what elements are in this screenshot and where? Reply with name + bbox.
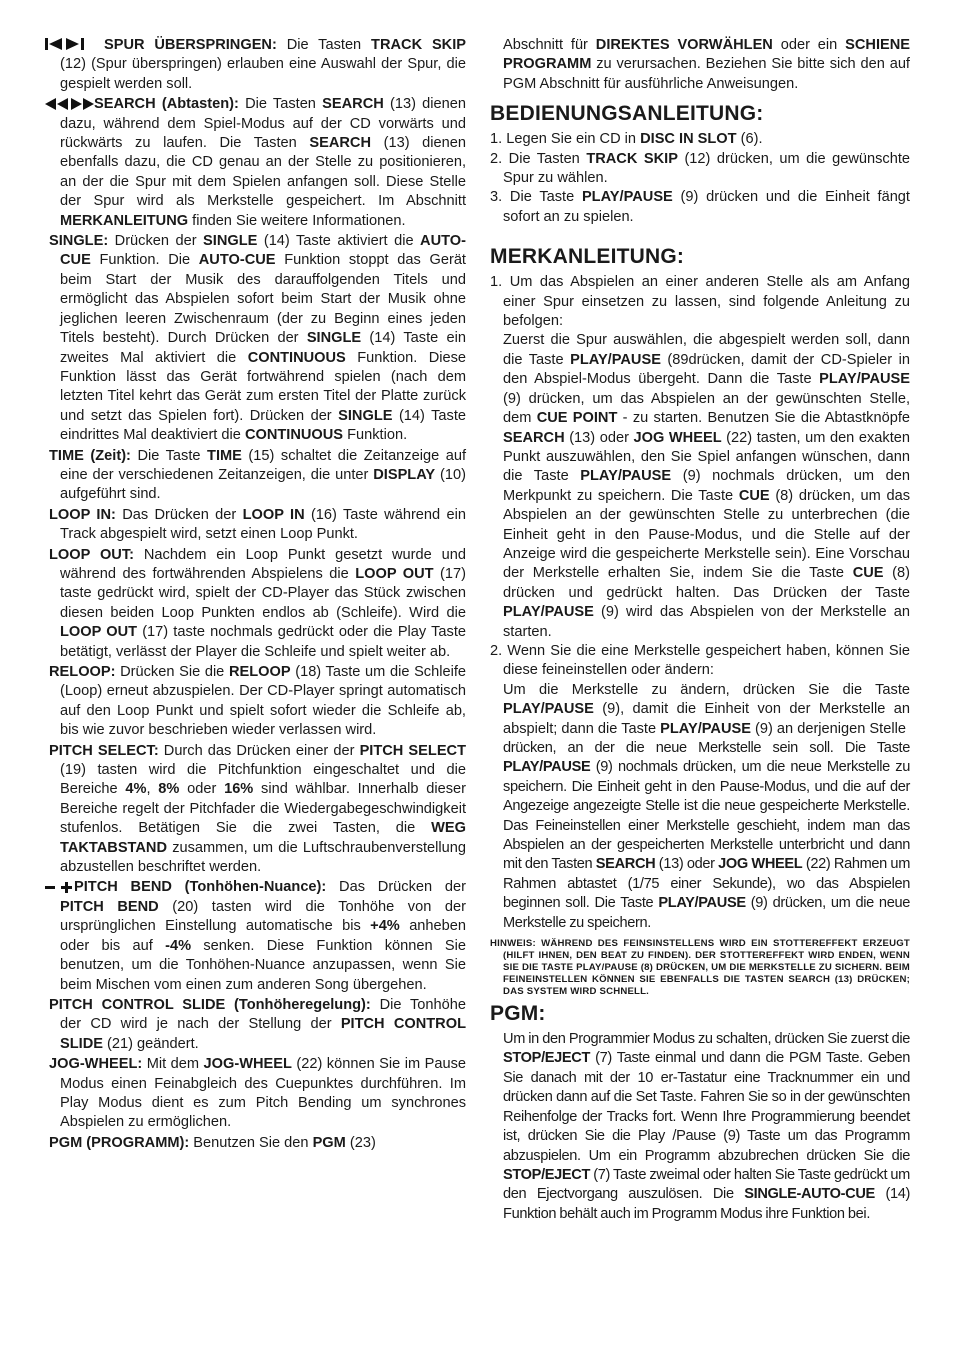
pgm-continuation: Abschnitt für DIREKTES VORWÄHLEN oder ein SCHIENE PROGRAMM zu verursachen. Beziehen Sie bitte sich den auf PGM Abschnitt für ausführliche Anweisungen. <box>503 37 911 92</box>
merk-step-2: 2. Wenn Sie die eine Merkstelle gespeichert haben, können Sie diese feineinstellen oder ändern: <box>490 642 910 679</box>
entry-label: SINGLE: <box>49 233 109 250</box>
step-2: 2. Die Tasten TRACK SKIP (12) drücken, um die gewünschte Spur zu wählen. <box>490 150 911 187</box>
merk-step-1: 1. Um das Abspielen an einer anderen Stelle als am Anfang einer Spur einsetzen zu lassen, sind folgende Anleitung zu befolgen: <box>490 274 910 330</box>
entry-label: LOOP IN: <box>49 506 116 523</box>
entry-label: LOOP OUT: <box>49 546 135 563</box>
entry-label: PITCH BEND (Tonhöhen-Nuance): <box>74 879 327 896</box>
entry-pgm: PGM (PROGRAMM): Benutzen Sie den PGM (23) <box>49 1134 376 1151</box>
entry-label: SPUR ÜBERSPRINGEN: <box>104 37 277 53</box>
entry-reloop: RELOOP: Drücken Sie die RELOOP (18) Taste um die Schleife (Loop) erneut abzuspielen. Der CD-Player springt automatisch auf den Loop Punkt und spielt sofort wieder die Schleife ab, bis wie zuvor beschrieben wieder verlassen wird. <box>49 664 466 739</box>
search-icon <box>44 97 94 117</box>
entry-track-skip: SPUR ÜBERSPRINGEN: Die Tasten TRACK SKIP (12) (Spur überspringen) erlauben eine Auswahl der Spur, die gespielt werden soll. <box>44 36 466 94</box>
entry-search: SEARCH (Abtasten): Die Tasten SEARCH (13) dienen dazu, während dem Spiel-Modus auf der CD vorwärts und rückwärts zu laufen. Die Tasten SEARCH (13) dienen ebenfalls dazu, die CD genau an der Stelle zu positionieren, an der die Spur mit dem Spielen anfangen soll. Diese Stelle der Spur wird als Merkstelle gespeichert. Im Abschnitt MERKANLEITUNG finden Sie weitere Informationen. <box>44 95 466 231</box>
entry-pitch-control-slide: PITCH CONTROL SLIDE (Tonhöheregelung): Die Tonhöhe der CD wird je nach der Stellung der PITCH CONTROL SLIDE (21) geändert. <box>49 996 466 1052</box>
entry-loop-out: LOOP OUT: Nachdem ein Loop Punkt gesetzt wurde und während des fortwährenden Abspielens die LOOP OUT (17) taste gedrückt wird, spielt der CD-Player das Stück zwischen diesen beiden Loop Punkten endlos ab (Schleife). Wird die LOOP OUT (17) taste nochmals gedrückt oder die Play Taste betätigt, verlässt der Player die Schleife und spielt weiter ab. <box>49 546 466 660</box>
pgm-paragraph: Um in den Programmier Modus zu schalten, drücken Sie zuerst die STOP/EJECT (7) Taste einmal und dann die PGM Taste. Geben Sie danach mit der 10 er-Tastatur eine Tracknummer ein und drücken dann auf die Set Taste. Fahren Sie so in der gewünschten Reihenfolge der Tracks fort. Wenn Ihre Programmierung beendet ist, drücken Sie die Play /Pause (9) Taste um das Programm abzuspielen. Um ein Programm abzubrechen drücken Sie die STOP/EJECT (7) Taste zweimal oder halten Sie Taste gedrückt um den Ejectvorgang auszulösen. Die SINGLE-AUTO-CUE (14) Funktion behält auch im Programm Modus ihre Funktion bei. <box>503 1031 911 1222</box>
merk-paragraph-1: Zuerst die Spur auswählen, die abgespielt werden soll, dann die Taste PLAY/PAUSE (89drücken, damit der CD-Spieler in den Abspiel-Modus übergeht. Dann die Taste PLAY/PAUSE (9) drücken, um das Abspielen an der gewünschten Stelle, dem CUE POINT - zu starten. Benutzen Sie die Abtastknöpfe SEARCH (13) oder JOG WHEEL (22) tasten, um den exakten Punkt auszuwählen, den Sie Spiel anfangen wünschen, dann die Taste PLAY/PAUSE (9) nochmals drücken, um den Merkpunkt zu speichern. Die Taste CUE (8) drücken, um das Abspielen an der gewünschten Stelle zu unterbrechen (die Einheit geht in den Pause-Modus, und die Stelle auf der Anzeige wird die gespeicherte Merkstelle sein). Eine Vorschau der Merkstelle erhalten Sie, indem Sie die Taste CUE (8) drücken und gedrückt halten. Das Drücken der Taste PLAY/PAUSE (9) wird das Abspielen von der Merkstelle an starten. <box>503 332 911 640</box>
section-title-bedienungsanleitung: BEDIENUNGSANLEITUNG: <box>490 102 764 126</box>
entry-loop-in: LOOP IN: Das Drücken der LOOP IN (16) Taste während ein Track abgespielt wird, setzt einen Loop Punkt. <box>49 506 466 543</box>
merk-paragraph-2: Um die Merkstelle zu ändern, drücken Sie die Taste PLAY/PAUSE (9), damit die Einheit von der Merkstelle an abspielt; dann die Taste PLAY/PAUSE (9) an derjenigen Stelle <box>503 681 910 737</box>
track-skip-icon <box>44 36 88 58</box>
entry-label: PITCH CONTROL SLIDE (Tonhöheregelung): <box>49 996 371 1013</box>
merk-paragraph-3: drücken, an der die neue Merkstelle sein soll. Die Taste PLAY/PAUSE (9) nochmals drücken, um die neue Merkstelle zu speichern. Die Einheit geht in den Pause-Modus, und die auf der Angezeige angezeigte Stelle ist die neue gespeicherte Merkstelle. Das Feineinstellen einer Merkstelle geschieht, indem man das Abspielen an der gespeicherten Merkstelle unterbricht und dann mit den Tasten SEARCH (13) oder JOG WHEEL (22) Rahmen um Rahmen abtastet (1/75 einer Sekunde), wo das Abspielen beginnen soll. Die Taste PLAY/PAUSE (9) drücken, um die neue Merkstelle zu speichern. <box>503 740 910 931</box>
entry-label: RELOOP: <box>49 664 116 680</box>
entry-label: PITCH SELECT: <box>49 742 159 759</box>
section-title-pgm: PGM: <box>490 1002 546 1026</box>
entry-label: JOG-WHEEL: <box>49 1056 143 1073</box>
entry-time: TIME (Zeit): Die Taste TIME (15) schaltet die Zeitanzeige auf eine der verschiedenen Zeitanzeigen, die unter DISPLAY (10) aufgeführt sind. <box>49 447 467 503</box>
step-1: 1. Legen Sie ein CD in DISC IN SLOT (6). <box>490 131 763 148</box>
left-column <box>44 36 466 1154</box>
entry-single: SINGLE: Drücken der SINGLE (14) Taste aktiviert die AUTO-CUE Funktion. Die AUTO-CUE Funktion stoppt das Gerät beim Start der Musik des darauffolgenden Titels und ermöglicht das Abspielen sofort beim Start der Musik ohne jeglichen leeren Zwischenraum (der zu Beginn eines jeden Titels besteht). Durch Drücken der SINGLE (14) Taste ein zweites Mal aktiviert die CONTINUOUS Funktion. Diese Funktion lässt das Gerät fortwährend spielen (nach dem letzten Titel kehrt das Gerät zum ersten Titel der Platte zurück und setzt das Spielen fort). Drücken der SINGLE (14) Taste eindrittes Mal deaktiviert die CONTINUOUS Funktion. <box>49 233 467 444</box>
entry-pitch-bend: PITCH BEND (Tonhöhen-Nuance): Das Drücken der PITCH BEND (20) tasten wird die Tonhöhe von der ursprünglichen Einstellung automatische bis +4% anheben oder bis auf -4% senken. Diese Funktion können Sie benutzen, um die Tonhöhen-Nuance anzupassen, wenn Sie beim Mischen vom einen zum anderen Song übergehen. <box>44 878 466 994</box>
step-3: 3. Die Taste PLAY/PAUSE (9) drücken und die Einheit fängt sofort an zu spielen. <box>490 189 910 225</box>
entry-pitch-select: PITCH SELECT: Durch das Drücken einer der PITCH SELECT (19) tasten wird die Pitchfunktion eingeschaltet und die Bereiche 4%, 8% oder 16% sind wählbar. Innerhalb dieser Bereiche regelt der Pitchfader die Wiedergabegeschwindigkeit stufenlos. Betätigen Sie die zwei Tasten, die WEG TAKTABSTAND zusammen, um die Luftschraubenverstellung abzustellen beschriftet werden. <box>49 742 467 876</box>
entry-jog-wheel: JOG-WHEEL: Mit dem JOG-WHEEL (22) können Sie im Pause Modus einen Feinabgleich des Cuepunktes durchführen. Im Play Modus dient es zum Pitch Bending um synchrones Abspielen zu ermöglichen. <box>49 1056 466 1131</box>
section-title-merkanleitung: MERKANLEITUNG: <box>490 245 685 269</box>
hint-note: HINWEIS: WÄHREND DES FEINSINSTELLENS WIRD EIN STOTTEREFFEKT ERZEUGT (HILFT IHNEN, DEN BEAT ZU FINDEN). DER STOTTEREFFEKT WIRD ENDEN, WENN SIE DIE TASTE PLAY/PAUSE (8) DRÜCKEN, UM DIE MERKSTELLE ZU SICHERN. BEIM FEINEINSTELLEN KÖNNEN SIE EBENFALLS DIE TASTEN SEARCH (13) DRÜCKEN; DAS SYSTEM WIRD SCHNELL. <box>490 938 910 998</box>
entry-label: SEARCH (Abtasten): <box>94 96 239 113</box>
entry-label: TIME (Zeit): <box>49 447 131 464</box>
pitch-bend-icon <box>44 881 74 900</box>
right-column <box>490 36 910 1224</box>
entry-label: PGM (PROGRAMM): <box>49 1134 190 1151</box>
